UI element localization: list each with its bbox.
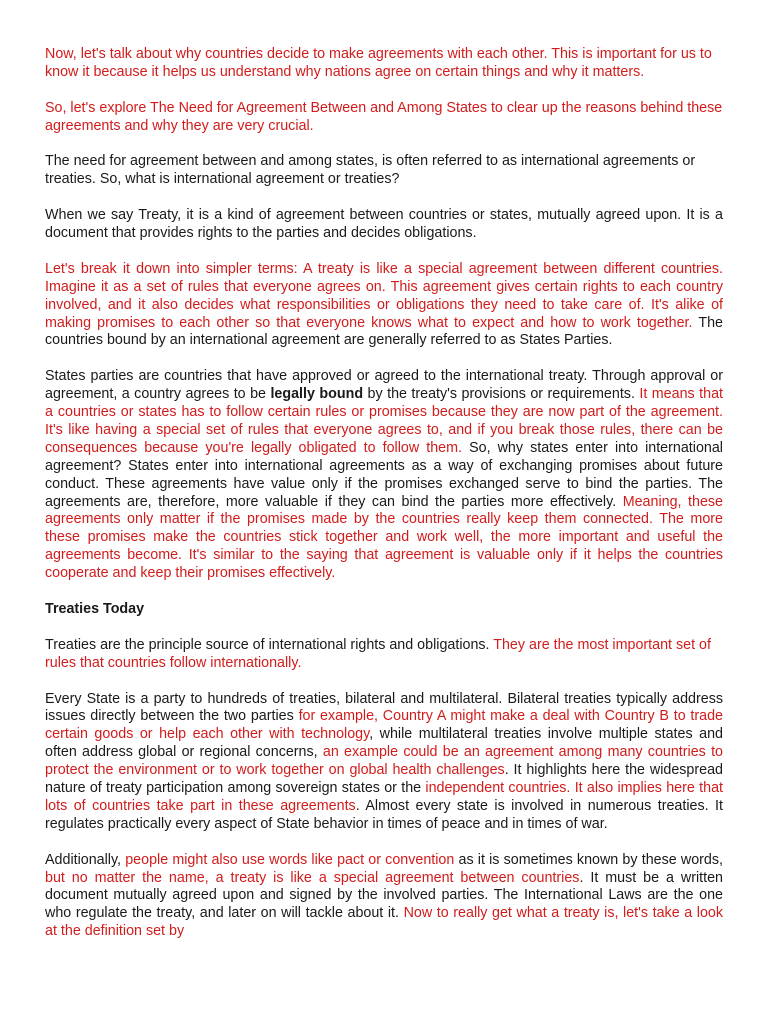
text-run: States parties are countries that have approved or agreed to the international treaty. Through approval or agreement, a country agrees to be bbox=[45, 368, 723, 403]
text-run: independent countries. It also implies here that lots of countries take part in these agreements bbox=[45, 780, 723, 814]
paragraph bbox=[45, 852, 723, 942]
text-run: . It highlights here the widespread nature of treaty participation among sovereign states or the bbox=[45, 762, 723, 797]
paragraph bbox=[45, 368, 723, 583]
section-heading bbox=[45, 601, 723, 619]
text-run: It means that a countries or states has to follow certain rules or promises because they are now part of the agreement. It's like having a special set of rules that everyone agrees to, and if you break those rules, there can be consequences because you're legally obligated to follow them. bbox=[45, 386, 723, 456]
text-run: , while multilateral treaties involve multiple states and often address global or regional concerns, bbox=[45, 726, 723, 761]
text-run: by the treaty's provisions or requirements. bbox=[363, 386, 640, 403]
text-run: as it is sometimes known by these words, bbox=[454, 851, 723, 868]
text-run: Now to really get what a treaty is, let's take a look at the definition set by bbox=[45, 905, 723, 940]
text-run: So, why states enter into international agreement? States enter into international agreements as a way of exchanging promises about future conduct. These agreements have value only if the promises exchanged serve to bind the parties. The agreements are, therefore, more valuable if they can bind the parties more effectively. bbox=[45, 439, 723, 510]
paragraph bbox=[45, 637, 723, 673]
text-run: Additionally, bbox=[45, 851, 126, 868]
text-run: but no matter the name, a treaty is like a special agreement between countries bbox=[45, 869, 580, 886]
text-run: The countries bound by an international agreement are generally referred to as States Parties. bbox=[45, 314, 723, 349]
paragraph bbox=[45, 100, 723, 136]
text-run: Treaties are the principle source of international rights and obligations. bbox=[45, 636, 494, 653]
text-run: . It must be a written document mutually agreed upon and signed by the involved parties. The International Laws are the one who regulate the treaty, and later on will tackle about it. bbox=[45, 869, 723, 922]
text-run: They are the most important set of rules that countries follow internationally. bbox=[45, 636, 711, 671]
text-run: . Almost every state is involved in numerous treaties. It regulates practically every aspect of State behavior in times of peace and in times of war. bbox=[45, 797, 723, 832]
text-run: for example, Country A might make a deal with Country B to trade certain goods or help each other with technology bbox=[45, 708, 724, 743]
text-run: legally bound bbox=[270, 386, 364, 403]
paragraph bbox=[45, 46, 723, 82]
text-run: So, let's explore The Need for Agreement Between and Among States to clear up the reasons behind these agreements and why they are very crucial. bbox=[45, 99, 723, 134]
paragraph bbox=[45, 691, 723, 834]
text-run: Let's break it down into simpler terms: A treaty is like a special agreement between different countries. Imagine it as a set of rules that everyone agrees on. This agreement gives certain rights to each country involved, and it also decides what responsibilities or obligations they need to take care of. It's alike of making promises to each other so that everyone knows what to expect and how to work together. bbox=[45, 260, 723, 331]
text-run: Every State is a party to hundreds of treaties, bilateral and multilateral. Bilateral treaties typically address issues directly between the two parties bbox=[45, 690, 723, 725]
document-page bbox=[45, 46, 723, 959]
text-run: Now, let's talk about why countries decide to make agreements with each other. This is important for us to know it because it helps us understand why nations agree on certain things and why it matters. bbox=[45, 46, 712, 80]
text-run: Meaning, these agreements only matter if the promises made by the countries really keep them connected. The more these promises make the countries stick together and work well, the more important and useful the agreements become. It's similar to the saying that agreement is valuable only if it helps the countries cooperate and keep their promises effectively. bbox=[45, 493, 723, 582]
text-run: When we say Treaty, it is a kind of agreement between countries or states, mutually agreed upon. It is a document that provides rights to the parties and decides obligations. bbox=[45, 207, 723, 242]
text-run: people might also use words like pact or convention bbox=[125, 851, 455, 868]
paragraph bbox=[45, 261, 723, 351]
text-run: The need for agreement between and among states, is often referred to as international agreements or treaties. So, what is international agreement or treaties? bbox=[45, 153, 696, 188]
paragraph bbox=[45, 207, 723, 243]
text-run: an example could be an agreement among many countries to protect the environment or to work together on global health challenges bbox=[45, 744, 723, 779]
paragraph bbox=[45, 153, 723, 189]
text-run: Treaties Today bbox=[45, 601, 145, 617]
